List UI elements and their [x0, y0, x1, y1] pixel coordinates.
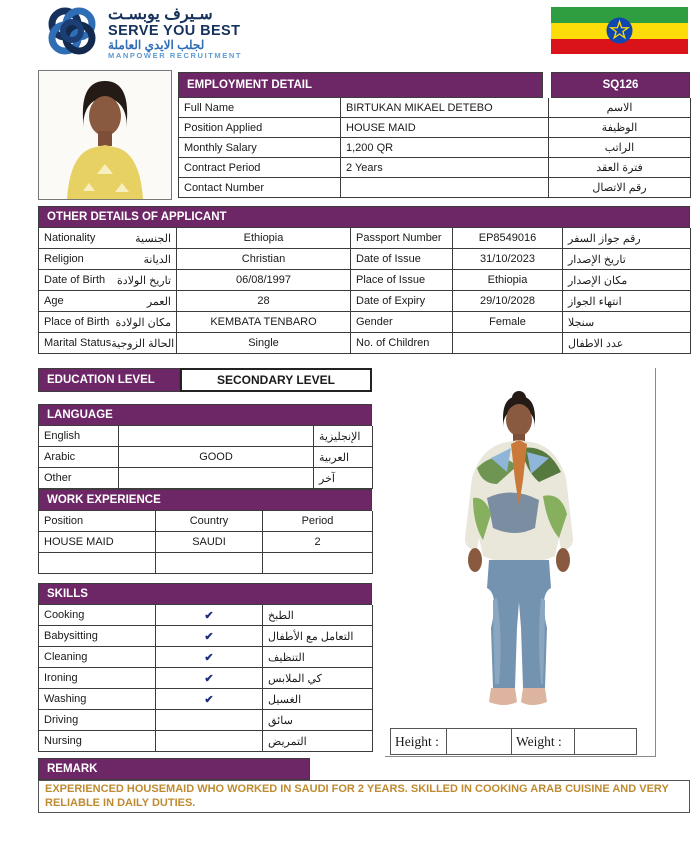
table-row [39, 249, 690, 270]
height-field[interactable] [446, 729, 512, 754]
table-row [39, 689, 372, 710]
table-row [39, 710, 372, 731]
field-value: KEMBATA TENBARO [177, 312, 351, 333]
field-label: Full Name [179, 98, 341, 118]
skill-check-icon: ✔ [156, 689, 263, 710]
skill-check-icon [156, 731, 263, 752]
field-label-english: Nationality [44, 232, 96, 244]
field-label-arabic: الاسم [549, 98, 691, 118]
table-row [39, 553, 372, 574]
skills-table [38, 605, 372, 752]
skills-header: SKILLS [38, 583, 372, 605]
experience-position: HOUSE MAID [39, 532, 156, 553]
field-value: 2 Years [341, 158, 549, 178]
language-name: Other [39, 468, 119, 489]
field-label: Position Applied [179, 118, 341, 138]
field-value: Christian [177, 249, 351, 270]
language-name-arabic: الإنجليزية [314, 426, 373, 447]
skill-name-arabic: سائق [263, 710, 373, 731]
table-row [39, 668, 372, 689]
skill-name-arabic: التعامل مع الأطفال [263, 626, 373, 647]
experience-period: 2 [263, 532, 373, 553]
table-row [39, 626, 372, 647]
field-label-2-arabic: رقم جواز السفر [563, 228, 691, 249]
field-label [39, 312, 177, 333]
field-value-2 [453, 333, 563, 354]
field-value: HOUSE MAID [341, 118, 549, 138]
field-label [39, 291, 177, 312]
skill-check-icon: ✔ [156, 647, 263, 668]
experience-country: SAUDI [156, 532, 263, 553]
skill-name: Babysitting [39, 626, 156, 647]
brand-english-tagline: MANPOWER RECRUITMENT [108, 50, 243, 60]
field-label-2-arabic: انتهاء الجواز [563, 291, 691, 312]
table-row [39, 647, 372, 668]
field-label-arabic: الديانة [143, 253, 171, 266]
table-row [39, 605, 372, 626]
employment-detail-header [178, 72, 690, 98]
field-label-arabic: الجنسية [135, 232, 171, 245]
field-label-arabic: فترة العقد [549, 158, 691, 178]
language-name: English [39, 426, 119, 447]
language-level [119, 468, 314, 489]
language-header: LANGUAGE [38, 404, 372, 426]
field-label [39, 270, 177, 291]
reference-code: SQ126 [551, 72, 690, 98]
skill-check-icon: ✔ [156, 668, 263, 689]
field-value-2: EP8549016 [453, 228, 563, 249]
field-value: 06/08/1997 [177, 270, 351, 291]
table-row [39, 532, 372, 553]
field-label-2: No. of Children [351, 333, 453, 354]
field-label-arabic: تاريخ الولادة [117, 274, 171, 287]
remark-header: REMARK [38, 758, 310, 780]
field-value: BIRTUKAN MIKAEL DETEBO [341, 98, 549, 118]
field-label-arabic: العمر [146, 295, 171, 308]
table-row [179, 178, 690, 198]
field-label-arabic: الحالة الزوجية [111, 337, 175, 350]
table-row [39, 291, 690, 312]
field-label-2: Passport Number [351, 228, 453, 249]
language-level [119, 426, 314, 447]
field-label-2: Place of Issue [351, 270, 453, 291]
skill-name-arabic: الغسيل [263, 689, 373, 710]
field-value-2: Ethiopia [453, 270, 563, 291]
employment-table [178, 98, 690, 198]
table-row [39, 333, 690, 354]
field-label: Contact Number [179, 178, 341, 198]
photo-frame [385, 368, 656, 757]
skill-name: Ironing [39, 668, 156, 689]
field-label [39, 249, 177, 270]
skill-name: Cleaning [39, 647, 156, 668]
field-label-2-arabic: تاريخ الإصدار [563, 249, 691, 270]
table-row [39, 426, 372, 447]
work-experience-header: WORK EXPERIENCE [38, 489, 372, 511]
measurements-box [390, 728, 637, 755]
field-value [341, 178, 549, 198]
weight-field[interactable] [574, 729, 636, 754]
field-label-2: Date of Expiry [351, 291, 453, 312]
table-row [39, 447, 372, 468]
other-details-header: OTHER DETAILS OF APPLICANT [38, 206, 690, 228]
experience-country [156, 553, 263, 574]
skill-check-icon: ✔ [156, 626, 263, 647]
education-level-header: EDUCATION LEVEL [38, 368, 180, 392]
table-row [179, 118, 690, 138]
field-value: 28 [177, 291, 351, 312]
language-table [38, 426, 372, 489]
table-row [39, 312, 690, 333]
employment-detail-title: EMPLOYMENT DETAIL [178, 72, 543, 98]
table-row [39, 468, 372, 489]
skill-name: Driving [39, 710, 156, 731]
table-row [179, 98, 690, 118]
height-label: Height : [395, 733, 439, 749]
skill-name-arabic: الطبخ [263, 605, 373, 626]
field-label-english: Marital Status [44, 337, 112, 349]
field-value: Single [177, 333, 351, 354]
column-period: Period [263, 511, 373, 532]
skill-check-icon: ✔ [156, 605, 263, 626]
field-value: Ethiopia [177, 228, 351, 249]
language-name-arabic: آخر [314, 468, 373, 489]
field-label-2: Gender [351, 312, 453, 333]
brand-header [44, 3, 242, 64]
field-label-arabic: الراتب [549, 138, 691, 158]
field-label-2-arabic: سنجلا [563, 312, 691, 333]
table-row [179, 138, 690, 158]
column-country: Country [156, 511, 263, 532]
education-level-value: SECONDARY LEVEL [180, 368, 372, 392]
brand-arabic-name: سـيرف يوبسـت [108, 6, 213, 24]
field-label: Monthly Salary [179, 138, 341, 158]
field-label-2: Date of Issue [351, 249, 453, 270]
field-value: 1,200 QR [341, 138, 549, 158]
brand-english-name: SERVE YOU BEST [108, 23, 241, 40]
skill-name-arabic: كي الملابس [263, 668, 373, 689]
skill-check-icon [156, 710, 263, 731]
skill-name: Washing [39, 689, 156, 710]
applicant-photo [38, 70, 172, 200]
knot-logo-icon [44, 3, 100, 64]
field-label [39, 333, 177, 354]
brand-text [108, 7, 242, 59]
table-row [39, 731, 372, 752]
field-label-english: Religion [44, 253, 84, 265]
field-value-2: 31/10/2023 [453, 249, 563, 270]
remark-text: EXPERIENCED HOUSEMAID WHO WORKED IN SAUDI FOR 2 YEARS. SKILLED IN COOKING ARAB CUISINE AND VERY RELIABLE IN DAILY DUTIES. [38, 780, 690, 813]
table-header-row [39, 511, 372, 532]
table-row [179, 158, 690, 178]
field-label-english: Date of Birth [44, 274, 106, 286]
field-label-arabic: الوظيفة [549, 118, 691, 138]
field-label-english: Age [44, 295, 64, 307]
table-row [39, 228, 690, 249]
ethiopia-flag [551, 7, 688, 54]
language-name-arabic: العربية [314, 447, 373, 468]
field-label-2-arabic: عدد الاطفال [563, 333, 691, 354]
work-experience-table [38, 511, 372, 574]
field-value-2: Female [453, 312, 563, 333]
field-label-arabic: رقم الاتصال [549, 178, 691, 198]
weight-label: Weight : [516, 733, 562, 749]
field-label [39, 228, 177, 249]
field-label-arabic: مكان الولادة [115, 316, 171, 329]
field-label-english: Place of Birth [44, 316, 110, 328]
column-position: Position [39, 511, 156, 532]
skill-name: Nursing [39, 731, 156, 752]
field-label-2-arabic: مكان الإصدار [563, 270, 691, 291]
table-row [39, 270, 690, 291]
field-value-2: 29/10/2028 [453, 291, 563, 312]
skill-name-arabic: التمريض [263, 731, 373, 752]
language-name: Arabic [39, 447, 119, 468]
skill-name-arabic: التنظيف [263, 647, 373, 668]
language-level: GOOD [119, 447, 314, 468]
brand-arabic-tagline: لجلب الايدي العاملة [108, 38, 205, 53]
skill-name: Cooking [39, 605, 156, 626]
other-details-table [38, 228, 690, 354]
experience-position [39, 553, 156, 574]
header-divider [543, 72, 551, 98]
experience-period [263, 553, 373, 574]
field-label: Contract Period [179, 158, 341, 178]
applicant-fullbody-photo [427, 388, 612, 725]
